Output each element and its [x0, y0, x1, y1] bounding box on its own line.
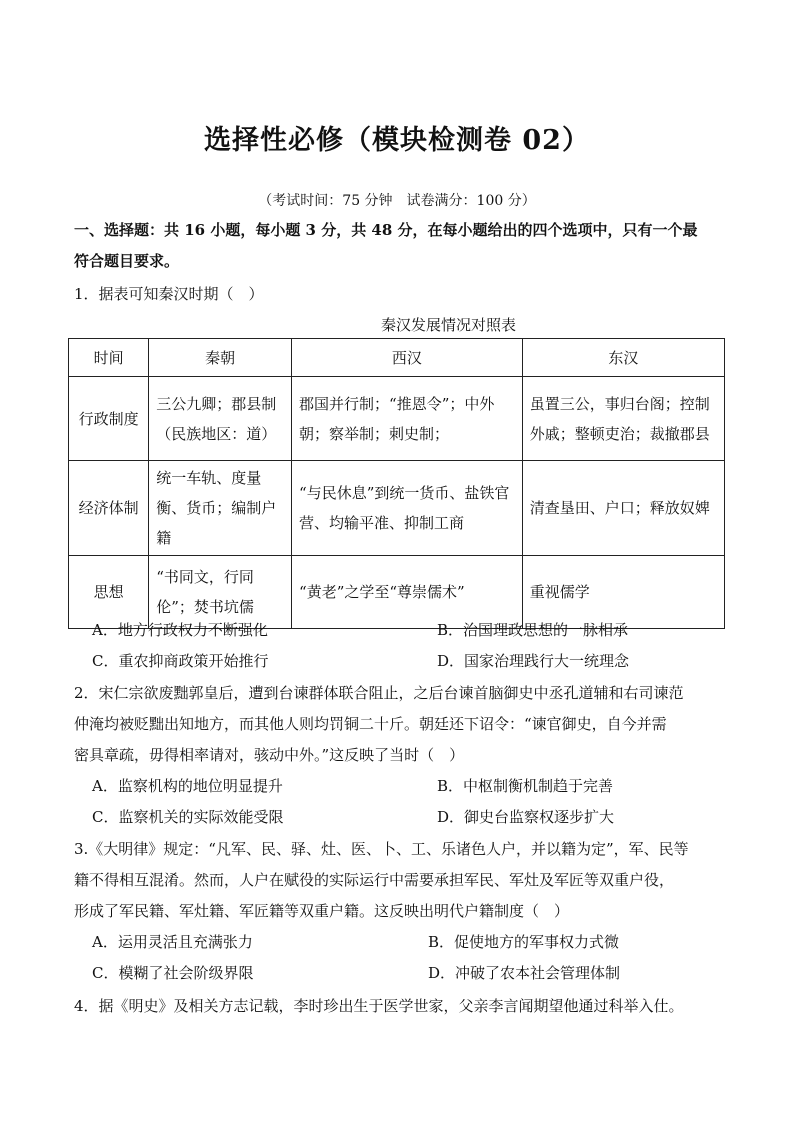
q3-option-a[interactable]: A．运用灵活且充满张力 [92, 933, 253, 951]
q2-stem-line2: 仲淹均被贬黜出知地方，而其他人则均罚铜二十斤。朝廷还下诏令：“谏官御史，自今并需 [74, 715, 667, 733]
table-cell: “书同文，行同伦”；焚书坑儒 [149, 556, 292, 629]
q1-stem: 1．据表可知秦汉时期（ ） [74, 285, 264, 303]
q3-stem-line3: 形成了军民籍、军灶籍、军匠籍等双重户籍。这反映出明代户籍制度（ ） [74, 902, 570, 920]
table-cell: “与民休息”到统一货币、盐铁官营、均输平准、抑制工商 [292, 461, 523, 556]
q2-option-a[interactable]: A．监察机构的地位明显提升 [92, 777, 283, 795]
q3-option-d[interactable]: D．冲破了农本社会管理体制 [428, 964, 621, 982]
table-cell: 三公九卿；郡县制（民族地区：道） [149, 377, 292, 461]
table-row-head: 经济体制 [69, 461, 149, 556]
q2-option-c[interactable]: C．监察机关的实际效能受限 [92, 808, 284, 826]
q2-stem-line3: 密具章疏，毋得相率请对，骇动中外。”这反映了当时（ ） [74, 746, 465, 764]
table-cell: 郡国并行制；“推恩令”；中外朝；察举制；刺史制； [292, 377, 523, 461]
table-row-head: 行政制度 [69, 377, 149, 461]
table-cell: 虽置三公，事归台阁；控制外戚；整顿吏治；裁撤郡县 [522, 377, 724, 461]
q1-option-a[interactable]: A．地方行政权力不断强化 [92, 621, 268, 639]
table-cell: 重视儒学 [522, 556, 724, 629]
table-header-cell: 时间 [69, 339, 149, 377]
q2-option-b[interactable]: B．中枢制衡机制趋于完善 [437, 777, 614, 795]
table-row-head: 思想 [69, 556, 149, 629]
q2-option-d[interactable]: D．御史台监察权逐步扩大 [437, 808, 615, 826]
table-header-cell: 西汉 [292, 339, 523, 377]
q2-stem-line1: 2．宋仁宗欲废黜郭皇后，遭到台谏群体联合阻止，之后台谏首脑御史中丞孔道辅和右司谏范 [74, 684, 684, 702]
table-header-cell: 东汉 [522, 339, 724, 377]
page-title: 选择性必修（模块检测卷 02） [204, 125, 590, 156]
table-cell: “黄老”之学至“尊崇儒术” [292, 556, 523, 629]
q4-stem-line1: 4．据《明史》及相关方志记载，李时珍出生于医学世家，父亲李言闻期望他通过科举入仕。 [74, 997, 684, 1015]
table-header-row [69, 339, 725, 377]
table-row [69, 461, 725, 556]
section-instructions-line1: 一、选择题：共 16 小题，每小题 3 分，共 48 分，在每小题给出的四个选项中，只有一个最 [74, 221, 698, 239]
comparison-table [68, 338, 725, 629]
q3-stem-line2: 籍不得相互混淆。然而，人户在赋役的实际运行中需要承担军民、军灶及军匠等双重户役， [74, 871, 675, 889]
table-row [69, 377, 725, 461]
table-cell: 统一车轨、度量衡、货币；编制户籍 [149, 461, 292, 556]
exam-info: （考试时间：75 分钟 试卷满分：100 分） [258, 193, 536, 209]
q3-stem-line1: 3.《大明律》规定：“凡军、民、驿、灶、医、卜、工、乐诸色人户，并以籍为定”，军、民等 [74, 840, 689, 858]
table-row [69, 556, 725, 629]
table-caption: 秦汉发展情况对照表 [381, 316, 517, 334]
q3-option-b[interactable]: B．促使地方的军事权力式微 [428, 933, 620, 951]
q3-option-c[interactable]: C．模糊了社会阶级界限 [92, 964, 254, 982]
table-cell: 清查垦田、户口；释放奴婢 [522, 461, 724, 556]
q1-option-b[interactable]: B．治国理政思想的一脉相承 [437, 621, 629, 639]
table-header-cell: 秦朝 [149, 339, 292, 377]
q1-option-d[interactable]: D．国家治理践行大一统理念 [437, 652, 630, 670]
section-instructions-line2: 符合题目要求。 [74, 252, 180, 270]
q1-option-c[interactable]: C．重农抑商政策开始推行 [92, 652, 269, 670]
